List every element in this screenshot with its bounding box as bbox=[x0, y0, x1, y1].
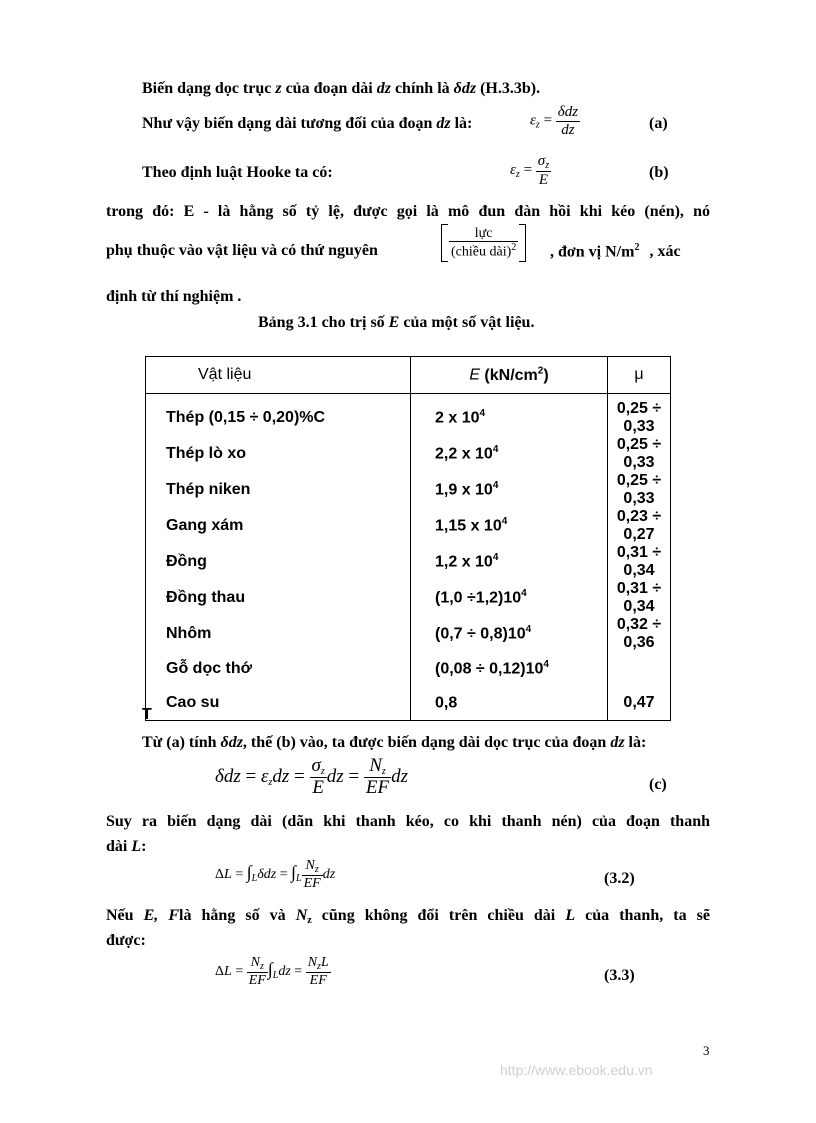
table-row: Nhôm $(0,7 \div 0,8)10^4$ 0,32 ÷ 0,36 bbox=[146, 616, 671, 652]
equation-c-label: (c) bbox=[649, 776, 667, 793]
para7-line2: được: bbox=[106, 932, 146, 949]
table-row: Gang xám 1,15 x $10^4$ 0,23 ÷ 0,27 bbox=[146, 508, 671, 544]
header-e: E $(kN/cm^2)$ bbox=[411, 357, 608, 394]
materials-table bbox=[145, 356, 671, 721]
para7-line1: Nếu E, Flà hằng số và $N_z$ cũng không đổi trên chiều dài L của thanh, ta sẽ bbox=[106, 907, 711, 926]
table-row: Thép niken 1,9 x $10^4$ 0,25 ÷ 0,33 bbox=[146, 472, 671, 508]
table-caption: Bảng 3.1 cho trị số E của một số vật liệu. bbox=[258, 314, 535, 331]
para6-line1: Suy ra biến dạng dài (dãn khi thanh kéo, co khi thanh nén) của đoạn thanh bbox=[106, 813, 710, 830]
equation-a: $\varepsilon_z$ = $\frac{\text{δdz}}{dz}$ bbox=[530, 104, 579, 138]
table-row: Gỗ dọc thớ $(0,08 \div 0,12)10^4$ bbox=[146, 652, 671, 686]
header-mu: μ bbox=[608, 357, 671, 394]
table-row: Thép (0,15 ÷ 0,20)%C 2 x $10^4$ 0,25 ÷ 0,33 bbox=[146, 394, 671, 437]
table-row: Đồng 1,2 x $10^4$ 0,31 ÷ 0,34 bbox=[146, 544, 671, 580]
equation-a-label: (a) bbox=[649, 115, 668, 132]
table-row: Đồng thau $(1,0 \div 1,2)10^4$ 0,31 ÷ 0,34 bbox=[146, 580, 671, 616]
page-number: 3 bbox=[703, 1043, 710, 1058]
equation-3-2-label: (3.2) bbox=[604, 870, 635, 887]
para3-text: Theo định luật Hooke ta có: bbox=[142, 164, 333, 181]
equation-3-3: ΔL = $\frac{N_z}{EF}$ $\int_Ldz$ = $\frac{N_zL}{EF}$ bbox=[215, 955, 329, 988]
equation-3-3-label: (3.3) bbox=[604, 967, 635, 984]
equation-b: $\varepsilon_z$ = $\frac{\sigma_z}{E}$ bbox=[510, 153, 550, 188]
table-row: Cao su 0,8 0,47 bbox=[146, 686, 671, 721]
equation-3-2: $\Delta L = \int_L\delta dz = \int_L$ $\frac{N_z}{EF}$ dz bbox=[215, 858, 336, 891]
header-material: Vật liệu bbox=[146, 357, 411, 394]
table-row: Thép lò xo 2,2 x $10^4$ 0,25 ÷ 0,33 bbox=[146, 436, 671, 472]
dimension-bracket: $\frac{\text{lực}}{(chiều dài)^2}$ bbox=[441, 226, 526, 260]
watermark-link[interactable]: http://www.ebook.edu.vn bbox=[500, 1062, 653, 1078]
para4-line2a: phụ thuộc vào vật liệu và có thứ nguyên bbox=[106, 242, 378, 259]
para1: Biến dạng dọc trục z của đoạn dài dz chính là δdz (H.3.3b). bbox=[142, 80, 541, 97]
table-header-row bbox=[146, 357, 671, 394]
equation-c: $\delta dz = \varepsilon_zdz$ = $\frac{\sigma_z}{E}$ dz = $\frac{N_z}{EF}$ dz bbox=[215, 755, 409, 798]
para4-line3: định từ thí nghiệm . bbox=[106, 288, 242, 305]
para2-text: Như vậy biến dạng dài tương đối của đoạn dz là: bbox=[142, 115, 473, 132]
para4-line1: trong đó: E - là hằng số tỷ lệ, được gọi là mô đun đàn hồi khi kéo (nén), nó bbox=[106, 203, 710, 220]
equation-b-label: (b) bbox=[649, 164, 669, 181]
para6-line2: dài L: bbox=[106, 838, 147, 855]
stray-letter: T bbox=[142, 706, 152, 723]
para5-text: Từ (a) tính δdz, thế (b) vào, ta được biến dạng dài dọc trục của đoạn dz là: bbox=[142, 734, 647, 751]
para4-line2b: , đơn vị $N/m^2$ , xác bbox=[550, 242, 681, 261]
